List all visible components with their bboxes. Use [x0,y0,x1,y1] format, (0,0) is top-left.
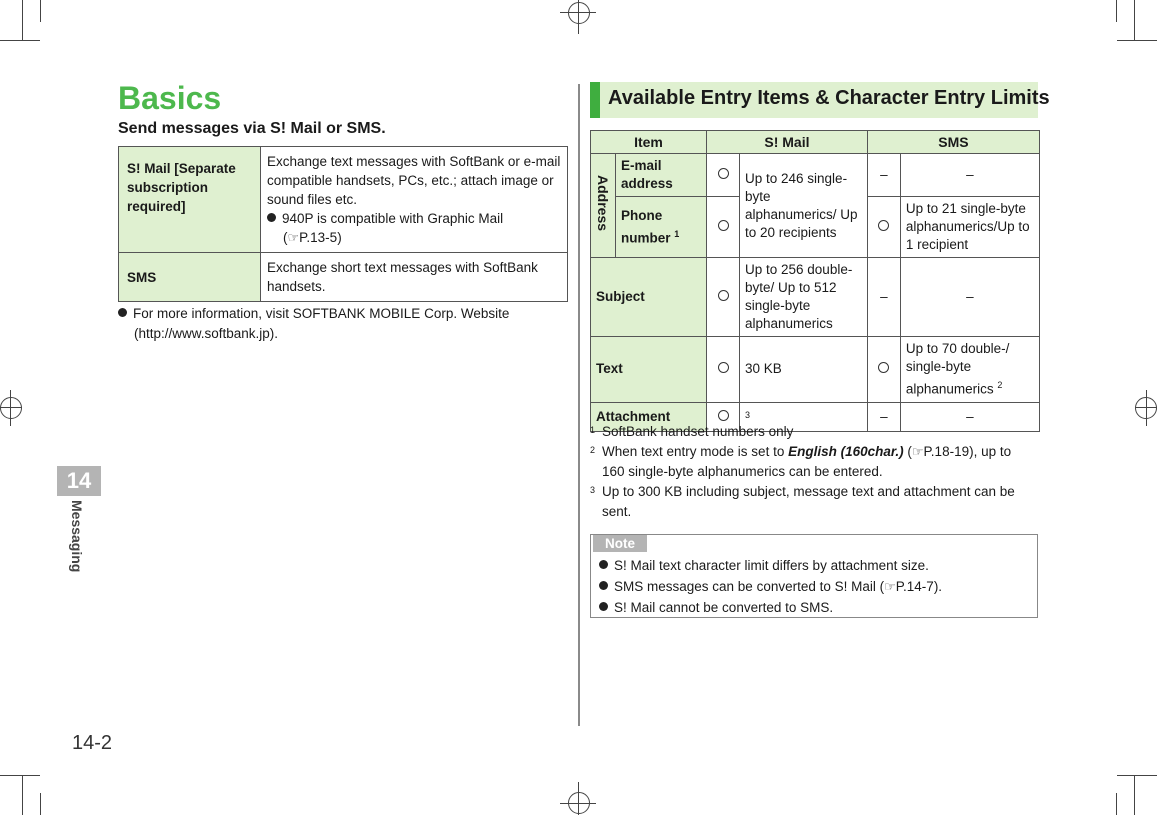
smail-text-support [707,337,740,403]
note-box [590,534,1038,618]
footnotes [590,422,1030,522]
bullet-icon [599,560,608,569]
sms-phone-support [867,197,900,258]
chapter-label: Messaging [69,500,85,573]
bullet-icon [267,213,276,222]
section-heading-bar [590,82,1050,118]
footnote: 1 SoftBank handset numbers only [590,424,794,439]
smail-email-support [707,154,740,197]
table-row [591,258,1040,337]
supported-circle-icon [718,362,729,373]
service-name: SMS [119,253,261,302]
column-header-sms: SMS [867,131,1039,154]
table-row [119,147,568,253]
sms-attachment-support: – [867,402,900,432]
smail-text-limit: 30 KB [740,337,868,403]
reference-hand-icon: ☞ [287,230,300,245]
info-item: For more information, visit SOFTBANK MOBILE Corp. Website (http://www.softbank.jp). [118,304,558,344]
section-subtitle: Send messages via S! Mail or SMS. [118,120,386,137]
row-label-phone: Phone number $^1$ [616,197,707,258]
address-group-label: Address [591,154,616,258]
row-label-email: E-mail address [616,154,707,197]
reference-hand-icon: ☞ [884,579,896,594]
smail-phone-support [707,197,740,258]
service-name: S! Mail [Separate subscription required] [119,147,261,253]
sms-email-support: – [867,154,900,197]
reference-hand-icon: ☞ [911,444,924,459]
list-item: SMS messages can be converted to S! Mail (☞P.14-7). [599,576,942,597]
note-label: Note [593,535,647,552]
list-item: 940P is compatible with Graphic Mail [267,209,561,228]
sms-email-limit: – [900,154,1039,197]
smail-subject-limit: Up to 256 double-byte/ Up to 512 single-byte alphanumerics [740,258,868,337]
supported-circle-icon [718,220,729,231]
smail-subject-support [707,258,740,337]
list-item: S! Mail cannot be converted to SMS. [599,597,942,618]
bullet-icon [118,308,127,317]
row-label-subject: Subject [591,258,707,337]
supported-circle-icon [718,290,729,301]
sms-text-limit: Up to 70 double-/ single-byte alphanumerics $^2$ [900,337,1039,403]
entry-limits-table [590,130,1040,432]
footnote: 2 When text entry mode is set to English (160char.) (☞P.18-19), up to 160 single-byte alphanumerics can be entered. [590,444,1012,479]
supported-circle-icon [878,220,889,231]
bullet-icon [599,581,608,590]
sms-subject-support: – [867,258,900,337]
row-label-attachment: Attachment [591,402,707,432]
chapter-number-tab: 14 [57,466,101,496]
table-header-row [591,131,1040,154]
sms-phone-limit: Up to 21 single-byte alphanumerics/Up to 1 recipient [900,197,1039,258]
page-reference-link[interactable]: P.13-5 [299,230,338,245]
table-row [591,337,1040,403]
page-reference-link[interactable]: P.14-7). [895,579,943,594]
supported-circle-icon [718,168,729,179]
service-description: Exchange text messages with SoftBank or e-mail compatible handsets, PCs, etc.; attach image or sound files etc. 940P is compatible with Graphic Mail (☞P.13-5) [261,147,568,253]
page-number: 14-2 [72,732,113,754]
column-header-item: Item [591,131,707,154]
service-description: Exchange short text messages with SoftBank handsets. [261,253,568,302]
supported-circle-icon [878,362,889,373]
sms-attachment-limit: – [900,402,1039,432]
section-title: Basics [118,80,222,116]
smail-address-limit: Up to 246 single-byte alphanumerics/ Up to 20 recipients [740,154,868,258]
supported-circle-icon [718,410,729,421]
smail-attachment-note: 3 [740,402,868,432]
bullet-icon [599,602,608,611]
service-table [118,146,568,302]
list-item: S! Mail text character limit differs by attachment size. [599,555,942,576]
sms-subject-limit: – [900,258,1039,337]
sms-text-support [867,337,900,403]
column-header-smail: S! Mail [707,131,868,154]
section-heading: Available Entry Items & Character Entry Limits [608,87,1050,109]
column-divider [578,84,580,726]
footnote: 3 Up to 300 KB including subject, message text and attachment can be sent. [590,484,1015,519]
row-label-text: Text [591,337,707,403]
table-row [119,253,568,302]
table-row [591,154,1040,197]
page-reference-link[interactable]: P.18-19 [923,444,970,459]
